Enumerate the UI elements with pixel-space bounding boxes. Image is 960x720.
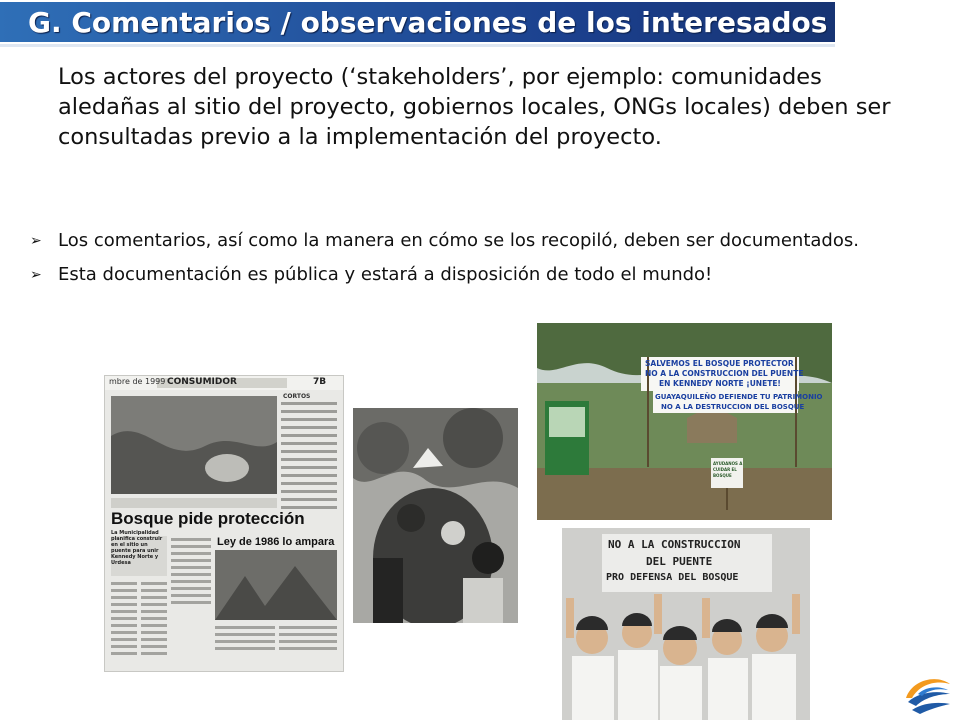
banner2-line1: GUAYAQUILEÑO DEFIENDE TU PATRIMONIO xyxy=(655,393,823,401)
slide-title: G. Comentarios / observaciones de los interesados xyxy=(28,6,828,39)
bullet-text: Los comentarios, así como la manera en cómo se los recopiló, deben ser documentados. xyxy=(58,230,859,251)
newspaper-side-heading: CORTOS xyxy=(283,393,311,400)
newspaper-headline: Bosque pide protección xyxy=(111,509,305,528)
bullet-item xyxy=(30,262,930,288)
title-bar xyxy=(0,2,835,42)
kids-banner-line3: PRO DEFENSA DEL BOSQUE xyxy=(606,572,739,583)
newspaper-subhead: Ley de 1986 lo ampara xyxy=(217,536,335,548)
banner2-line2: NO A LA DESTRUCCION DEL BOSQUE xyxy=(661,403,805,411)
title-underline xyxy=(0,44,835,47)
banner1-line2: NO A LA CONSTRUCCION DEL PUENTE xyxy=(645,369,804,378)
bullet-text: Esta documentación es pública y estará a disposición de todo el mundo! xyxy=(58,264,713,285)
arrow-bullet-icon: ➢ xyxy=(30,233,42,249)
bullet-list xyxy=(30,228,930,296)
protest-banners-photo xyxy=(537,323,832,520)
small-sign-text: AYUDANOS A CUIDAR EL BOSQUE xyxy=(713,461,743,478)
newspaper-date: mbre de 1999 xyxy=(109,377,166,386)
bullet-item xyxy=(30,228,930,254)
organization-logo-icon xyxy=(902,672,954,716)
newspaper-page: 7B xyxy=(313,377,327,387)
newspaper-column-head: La Municipalidad planifica construir en el sitio un puente para unir Kennedy Norte y Urdesa xyxy=(111,530,163,566)
kids-banner-line2: DEL PUENTE xyxy=(646,555,713,568)
kids-banner-line1: NO A LA CONSTRUCCION xyxy=(608,538,741,551)
bw-protest-photo xyxy=(353,408,518,623)
arrow-bullet-icon: ➢ xyxy=(30,267,42,283)
children-banner-photo xyxy=(562,528,810,720)
banner1-line3: EN KENNEDY NORTE ¡UNETE! xyxy=(659,379,781,388)
intro-paragraph: Los actores del proyecto (‘stakeholders’, por ejemplo: comunidades aledañas al sitio del proyecto, gobiernos locales, ONGs locales) deben ser consultadas previo a la implementación del proyecto. xyxy=(58,64,891,150)
bw-photo-scene xyxy=(353,408,518,623)
banner1-line1: SALVEMOS EL BOSQUE PROTECTOR xyxy=(645,359,794,368)
newspaper-section: CONSUMIDOR xyxy=(167,377,237,387)
newspaper-clipping-image xyxy=(104,375,344,672)
banners-photo-scene xyxy=(537,323,832,520)
